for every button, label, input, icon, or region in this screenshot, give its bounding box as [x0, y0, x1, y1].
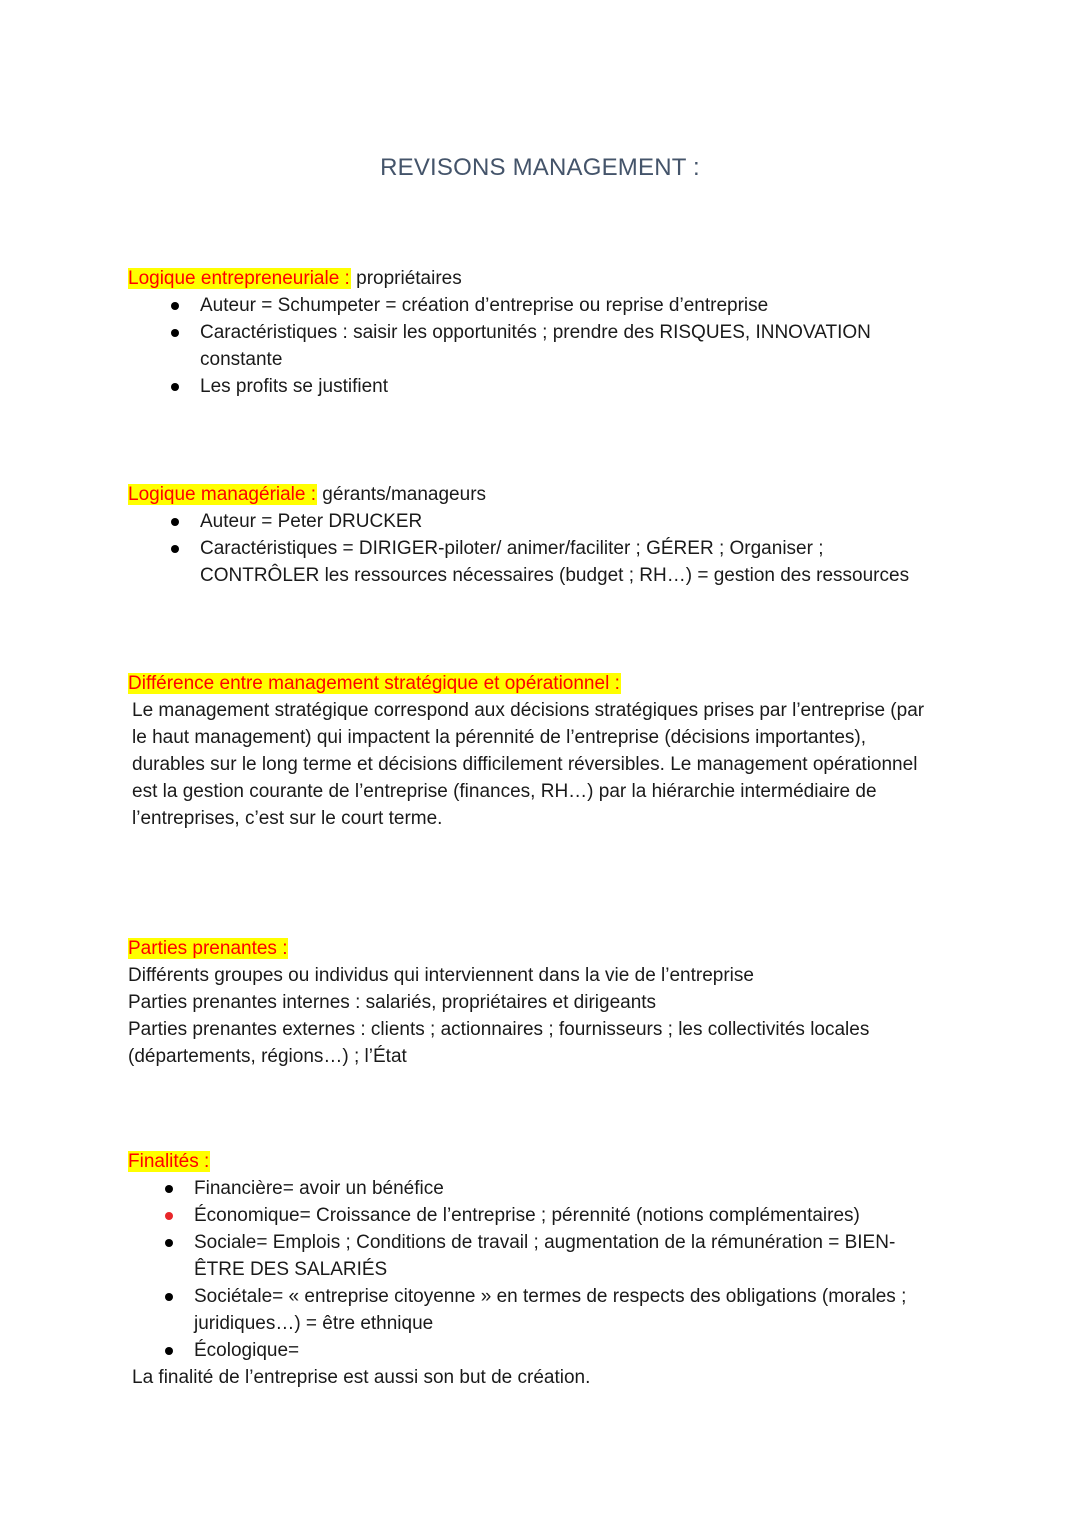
bullet-dot-icon [171, 518, 179, 526]
list-item [128, 373, 958, 400]
section-logique-entrepreneuriale [128, 265, 958, 400]
paragraph-line: Différents groupes ou individus qui interviennent dans la vie de l’entreprise [128, 965, 754, 986]
list-item-text: Les profits se justifient [200, 376, 388, 397]
section-paragraph: Le management stratégique correspond aux décisions stratégiques prises par l’entreprise (par le haut management) qui impactent la pérennité de l’entreprise (décisions importantes), durables sur le long terme et décisions difficilement réversibles. Le management opérationnel est la gestion courante de l’entreprise (finances, RH…) par la hiérarchie intermédiaire de l’entreprises, c’est sur le court terme. [132, 700, 925, 829]
bullet-dot-icon [165, 1347, 173, 1355]
list-item-text: Écologique= [194, 1340, 300, 1361]
list-item-text: Économique= Croissance de l’entreprise ; pérennité (notions complémentaires) [194, 1205, 860, 1226]
bullet-list [128, 292, 958, 400]
list-item [128, 1337, 958, 1364]
list-item [128, 1283, 954, 1337]
list-item-text: Caractéristiques = DIRIGER-piloter/ animer/faciliter ; GÉRER ; Organiser ; CONTRÔLER les ressources nécessaires (budget ; RH…) = gestion des ressources [200, 538, 910, 586]
section-heading: Parties prenantes : [128, 938, 288, 959]
bullet-list [128, 1175, 958, 1364]
section-heading-line [128, 265, 958, 292]
section-heading-line [128, 670, 928, 697]
list-item [128, 535, 920, 589]
section-parties-prenantes [128, 935, 918, 1070]
list-item-text: Sociétale= « entreprise citoyenne » en termes de respects des obligations (morales ; juridiques…) = être ethnique [194, 1286, 907, 1334]
list-item-text: Sociale= Emplois ; Conditions de travail ; augmentation de la rémunération = BIEN-ÊTRE DES SALARIÉS [194, 1232, 896, 1280]
list-item [128, 508, 958, 535]
bullet-dot-icon [171, 302, 179, 310]
paragraph-line: Parties prenantes externes : clients ; actionnaires ; fournisseurs ; les collectivités locales (départements, régions…) ; l’État [128, 1019, 870, 1067]
bullet-dot-icon [171, 383, 179, 391]
list-item [128, 1175, 958, 1202]
section-heading-suffix: gérants/manageurs [317, 484, 487, 505]
bullet-list [128, 508, 958, 589]
bullet-dot-icon [171, 545, 179, 553]
list-item [128, 1229, 934, 1283]
paragraph-line: Parties prenantes internes : salariés, propriétaires et dirigeants [128, 992, 657, 1013]
bullet-dot-icon [165, 1293, 173, 1301]
bullet-dot-icon [165, 1239, 173, 1247]
list-item-text: Auteur = Peter DRUCKER [200, 511, 423, 532]
list-item [128, 319, 890, 373]
list-item [128, 1202, 958, 1229]
section-heading: Logique entrepreneuriale : [128, 268, 350, 289]
list-item-text: Auteur = Schumpeter = création d’entreprise ou reprise d’entreprise [200, 295, 769, 316]
section-difference-management [128, 670, 928, 832]
section-heading-line [128, 481, 958, 508]
section-heading: Différence entre management stratégique et opérationnel : [128, 673, 620, 694]
page-title: REVISONS MANAGEMENT : [380, 154, 700, 181]
section-logique-manageriale [128, 481, 958, 589]
section-heading-line [128, 1148, 958, 1175]
red-bullet-dot-icon [165, 1212, 173, 1220]
section-heading-line [128, 935, 918, 962]
list-item [128, 292, 958, 319]
section-finalites [128, 1148, 958, 1391]
section-heading-suffix: propriétaires [350, 268, 462, 289]
section-heading: Finalités : [128, 1151, 210, 1172]
bullet-dot-icon [171, 329, 179, 337]
section-heading: Logique managériale : [128, 484, 317, 505]
list-item-text: Caractéristiques : saisir les opportunités ; prendre des RISQUES, INNOVATION constante [200, 322, 871, 370]
list-item-text: Financière= avoir un bénéfice [194, 1178, 444, 1199]
section-conclusion: La finalité de l’entreprise est aussi son but de création. [132, 1367, 591, 1388]
bullet-dot-icon [165, 1185, 173, 1193]
